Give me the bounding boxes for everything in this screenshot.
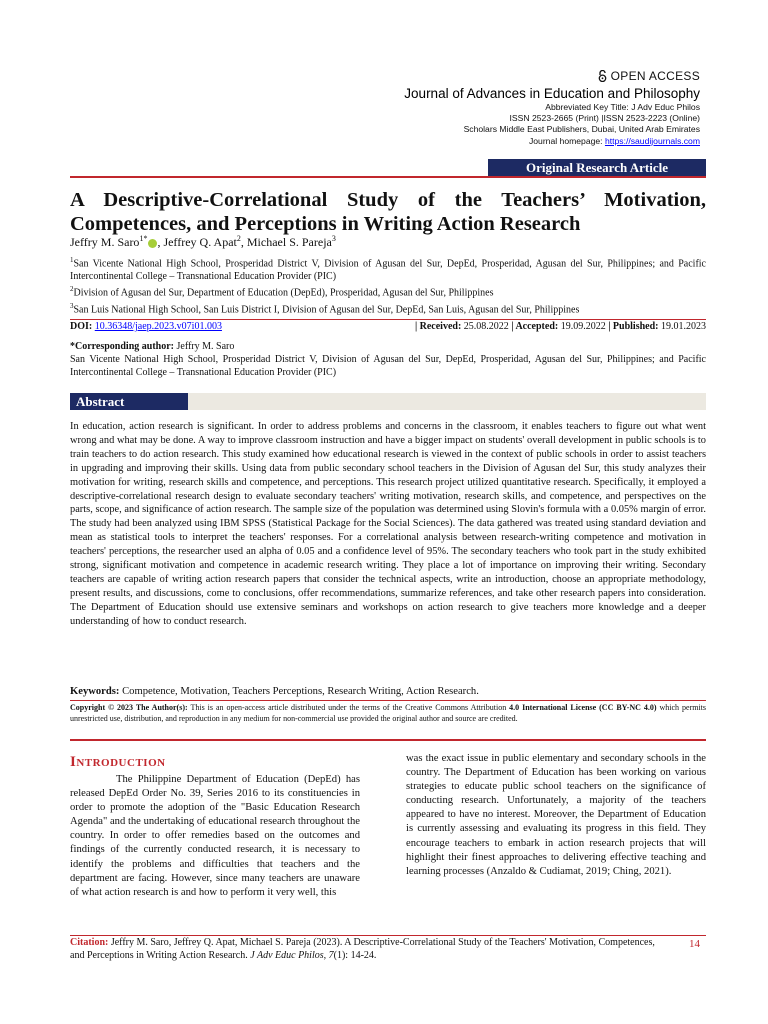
received-date: 25.08.2022 bbox=[463, 321, 509, 332]
keywords-label: Keywords: bbox=[70, 686, 123, 697]
abbrev-title: Abbreviated Key Title: J Adv Educ Philos bbox=[545, 102, 700, 112]
doi-row bbox=[70, 321, 706, 332]
affiliation-1 bbox=[70, 254, 706, 283]
open-access-label: OPEN ACCESS bbox=[610, 69, 700, 83]
header-rule bbox=[70, 176, 706, 178]
citation-journal: J Adv Educ Philos, 7 bbox=[250, 949, 334, 961]
publisher: Scholars Middle East Publishers, Dubai, United Arab Emirates bbox=[463, 124, 700, 135]
citation-issue: (1): 14-24. bbox=[333, 949, 377, 961]
journal-meta bbox=[464, 102, 700, 147]
open-lock-icon bbox=[598, 70, 607, 82]
homepage bbox=[464, 136, 700, 147]
doi-rule bbox=[70, 319, 706, 320]
issn: ISSN 2523-2665 (Print) |ISSN 2523-2223 (Online) bbox=[509, 113, 700, 124]
doi-link[interactable]: 10.36348/jaep.2023.v07i01.003 bbox=[94, 321, 222, 332]
author-1: Jeffry M. Saro bbox=[70, 235, 140, 249]
abstract-text: In education, action research is significant. In order to address problems and concerns in the classroom, it enables teachers to figure out what went wrong and what may be done. A way to improve classroom instruction and have a bigger impact on students' overall development in public schools is to train teachers to do action research. This study examined how educational research is viewed in the context of public schools in order to assist teachers in upgrading and improving their skills. Using data from public secondary school teachers in the Division of Agusan del Sur, this study analyzes their motivation for writing, research skills and competence, and perceptions. This research project utilized quantitative research. Specifically, it employed a descriptive-correlational research design to evaluate secondary teachers' writing motivation, research skills, and competence, and perspectives on the parts, scope, and significance of action research. The sample size of the population was determined using Slovin's formula with a 0.05% margin of error. The study had been analyzed using IBM SPSS (Statistical Package for the Social Sciences). The data gathered was treated using standard deviation and mean as statistical tools to interpret the teachers' responses. For a correlational analysis between research-writing competence and motivation in teachers' perceptions, the researcher used an alpha of 0.05 and a confidence level of 95%. The secondary teachers who took part in the study exhibited strong, significant motivation and competence in academic research writing. They place a lot of importance on improving their writing. Secondary teachers are capable of writing action research papers that consider the technical aspects, write an introduction, choose an appropriate methodology, present results, and discussions, come to conclusions, offer recommendations, summarize references, and take other research papers into consideration. The Department of Education should use extensive seminars and workshops on action research to give teachers more knowledge and a deeper understanding of how to conduct research. bbox=[70, 421, 706, 627]
keywords-rule bbox=[70, 700, 706, 701]
affiliation-2 bbox=[70, 283, 706, 299]
keywords-text: Competence, Motivation, Teachers Perceptions, Research Writing, Action Research. bbox=[122, 686, 479, 697]
intro-paragraph-2: was the exact issue in public elementary and secondary schools in the country. The Department of Education has been working on various strategies to educate public school teachers on the significance of conducting research. Unfortunately, a majority of the teachers appeared to have no interest. Moreover, the Department of Education is currently assessing and evaluating its progress in this field. They encourage teachers to embark in action research projects that will highlight their finest approaches to delivering effective teaching and learning processes (Anzaldo & Cudiamat, 2019; Ching, 2021). bbox=[406, 753, 706, 877]
citation-text: Jeffry M. Saro, Jeffrey Q. Apat, Michael S. Pareja (2023). A Descriptive-Correlational Study of the Teachers' Motivation, Competences, and Perceptions in Writing Action Research. bbox=[70, 937, 655, 961]
doi-label: DOI: bbox=[70, 321, 95, 332]
homepage-label: Journal homepage: bbox=[528, 135, 605, 146]
accepted-date: 19.09.2022 bbox=[560, 321, 606, 332]
introduction-heading bbox=[70, 754, 166, 771]
affiliation-3-num: 3 bbox=[70, 301, 74, 310]
accepted-label: | Accepted: bbox=[508, 321, 561, 332]
license-name: 4.0 International License (CC BY-NC 4.0) bbox=[509, 703, 657, 712]
corresponding-address: San Vicente National High School, Prosperidad District V, Division of Agusan del Sur, DepEd, Prosperidad, Agusan del Sur, Philippines; and Pacific Intercontinental College – Transnational Education Provider (PIC) bbox=[70, 354, 706, 378]
author-2-sup: 2 bbox=[236, 234, 241, 243]
intro-column-1 bbox=[70, 773, 360, 900]
author-list bbox=[70, 234, 336, 250]
homepage-link[interactable]: https://saudijournals.com bbox=[604, 135, 700, 146]
author-2: , Jeffrey Q. Apat bbox=[157, 235, 237, 249]
citation bbox=[70, 937, 660, 962]
affiliation-2-text: Division of Agusan del Sur, Department of Education (DepEd), Prosperidad, Agusan del Sur, Philippines bbox=[73, 287, 494, 299]
affiliations bbox=[70, 254, 706, 316]
copyright-label: Copyright © 2023 The Author(s): bbox=[70, 703, 188, 712]
affiliation-1-num: 1 bbox=[70, 256, 74, 264]
affiliation-1-text: San Vicente National High School, Prosperidad District V, Division of Agusan del Sur, DepEd, Prosperidad, Agusan del Sur, Philippines; and Pacific Intercontinental College – Transnational Education Provider (PIC) bbox=[70, 258, 706, 283]
published-date: 19.01.2023 bbox=[661, 321, 706, 332]
intro-paragraph-1: The Philippine Department of Education (DepEd) has released DepEd Order No. 39, Series 2016 to its constituencies in order to promote the adoption of the "Basic Education Research Agenda" and the undertaking of educational research throughout the country. In order to offer remedies based on the outcomes and findings of the currently conducted research, it is necessary to identify the problems and difficulties that teachers and the department are facing. However, since many teachers are unaware of what action research is and how to perform it very well, this bbox=[70, 774, 360, 898]
author-3: , Michael S. Pareja bbox=[240, 235, 332, 249]
corresponding-label: *Corresponding author: bbox=[70, 341, 177, 352]
published-label: | Published: bbox=[605, 321, 661, 332]
title-line-2: Competences, and Perceptions in Writing Action Research bbox=[70, 213, 581, 235]
copyright-rule bbox=[70, 739, 706, 741]
doi bbox=[70, 321, 222, 332]
citation-label: Citation: bbox=[70, 937, 109, 948]
copyright-text-2: which permits unrestricted use, distribution, and reproduction in any medium for non-commercial use provided the original author and source are credited. bbox=[70, 703, 707, 723]
copyright-notice bbox=[70, 703, 706, 724]
author-3-sup: 3 bbox=[331, 234, 336, 243]
corresponding-author bbox=[70, 340, 706, 379]
abstract-heading: Abstract bbox=[70, 393, 188, 410]
affiliation-2-num: 2 bbox=[70, 285, 74, 294]
copyright-text-1: This is an open-access article distributed under the terms of the Creative Commons Attribution bbox=[187, 703, 510, 712]
dates bbox=[415, 321, 706, 332]
journal-name: Journal of Advances in Education and Philosophy bbox=[404, 86, 700, 101]
article-title bbox=[70, 188, 706, 236]
corresponding-name: Jeffry M. Saro bbox=[176, 341, 235, 352]
title-line-1: A Descriptive-Correlational Study of the Teachers’ Motivation, bbox=[70, 189, 706, 211]
page-number: 14 bbox=[689, 938, 700, 950]
open-access-badge bbox=[598, 69, 700, 83]
intro-column-2 bbox=[406, 752, 706, 879]
article-type-badge: Original Research Article bbox=[488, 159, 706, 177]
keywords bbox=[70, 686, 706, 697]
received-label: | Received: bbox=[414, 321, 464, 332]
affiliation-3 bbox=[70, 300, 706, 316]
affiliation-3-text: San Luis National High School, San Luis District I, Division of Agusan del Sur, DepEd, San Luis, Agusan del Sur, Philippines bbox=[73, 303, 580, 315]
introduction-heading-text: Introduction bbox=[70, 754, 166, 770]
footer-rule bbox=[70, 935, 706, 936]
author-1-sup: 1* bbox=[139, 234, 148, 243]
